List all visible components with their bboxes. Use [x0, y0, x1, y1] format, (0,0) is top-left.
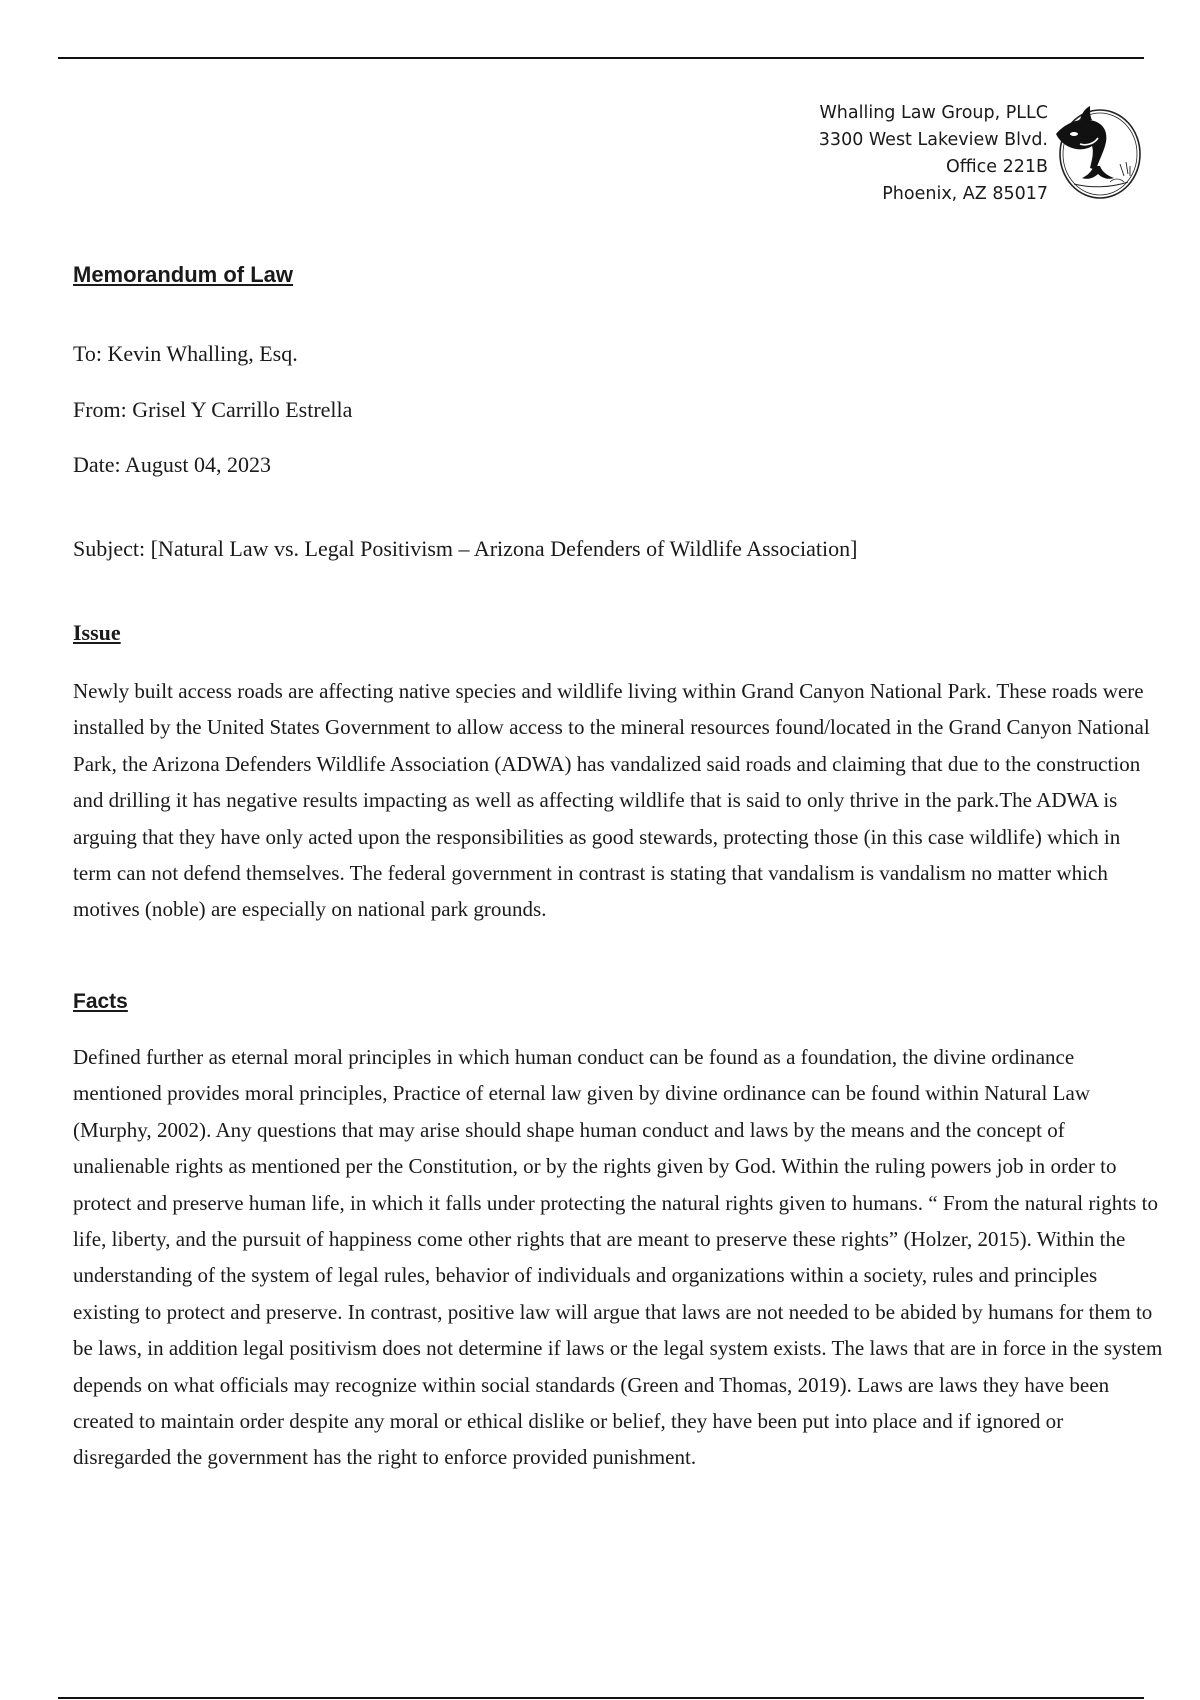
issue-heading: Issue — [73, 620, 121, 645]
memo-subject-line: Subject: [Natural Law vs. Legal Positivism – Arizona Defenders of Wildlife Association] — [73, 536, 858, 561]
letterhead-address — [819, 100, 1048, 208]
issue-paragraph: Newly built access roads are affecting native species and wildlife living within Grand Canyon National Park. These roads were installed by the United States Government to allow access to the mineral resources found/located in the Grand Canyon National Park, the Arizona Defenders Wildlife Association (ADWA) has vandalized said roads and claiming that due to the construction and drilling it has negative results impacting as well as affecting wildlife that is said to only thrive in the park.The ADWA is arguing that they have only acted upon the responsibilities as good stewards, protecting those (in this case wildlife) which in term can not defend themselves. The federal government in contrast is stating that vandalism is vandalism no matter which motives (noble) are especially on national park grounds. — [73, 679, 1150, 922]
address-line-2: Office 221B — [945, 157, 1048, 177]
footer-rule — [58, 1697, 1144, 1699]
address-line-1: 3300 West Lakeview Blvd. — [818, 130, 1048, 150]
firm-name: Whalling Law Group, PLLC — [819, 103, 1048, 123]
memo-to-line: To: Kevin Whalling, Esq. — [73, 341, 298, 366]
memo-title: Memorandum of Law — [73, 262, 294, 287]
header-rule — [58, 57, 1144, 59]
facts-heading: Facts — [73, 990, 128, 1013]
facts-paragraph: Defined further as eternal moral principles in which human conduct can be found as a foundation, the divine ordinance mentioned provides moral principles, Practice of eternal law given by divine ordinance can be found within Natural Law (Murphy, 2002). Any questions that may arise should shape human conduct and laws by the means and the concept of unalienable rights as mentioned per the Constitution, or by the rights given by God. Within the ruling powers job in order to protect and preserve human life, in which it falls under protecting the natural rights given to humans. “ From the natural rights to life, liberty, and the pursuit of happiness come other rights that are meant to preserve these rights” (Holzer, 2015). Within the understanding of the system of legal rules, behavior of individuals and organizations within a society, rules and principles existing to protect and preserve. In contrast, positive law will argue that laws are not needed to be abided by humans for them to be laws, in addition legal positivism does not determine if laws or the legal system exists. The laws that are in force in the system depends on what officials may recognize within social standards (Green and Thomas, 2019). Laws are laws they have been created to maintain order despite any moral or ethical dislike or belief, they have been put into place and if ignored or disregarded the government has the right to enforce provided punishment. — [73, 1045, 1163, 1470]
orca-whale-logo-icon — [1050, 104, 1144, 202]
address-line-3: Phoenix, AZ 85017 — [882, 184, 1048, 204]
memo-date-line: Date: August 04, 2023 — [73, 452, 271, 477]
memo-from-line: From: Grisel Y Carrillo Estrella — [73, 397, 353, 422]
